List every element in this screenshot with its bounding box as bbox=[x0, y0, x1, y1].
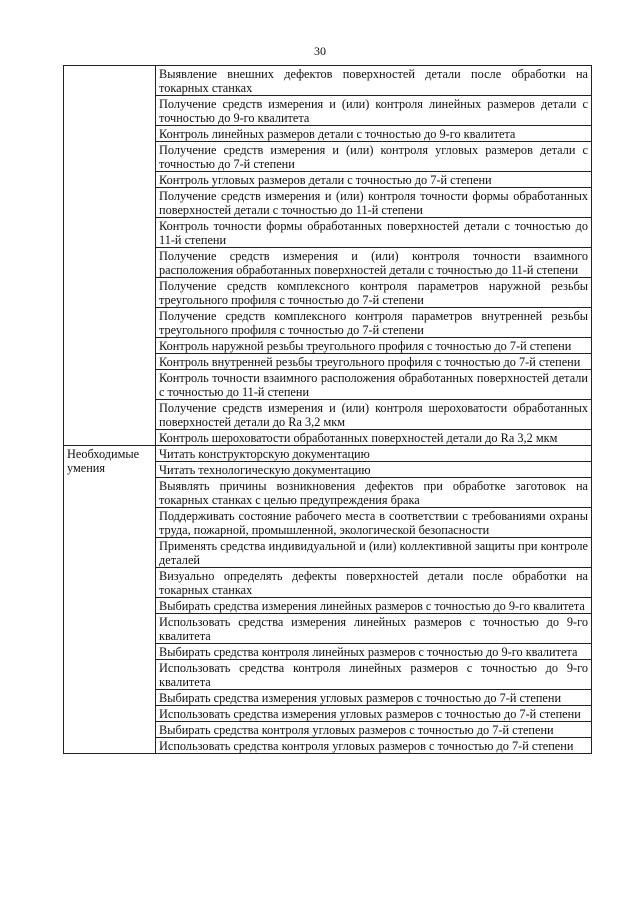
skill-row: Выбирать средства контроля линейных размеров с точностью до 9-го квалитета bbox=[156, 644, 592, 660]
skill-row: Использовать средства контроля угловых размеров с точностью до 7-й степени bbox=[156, 738, 592, 754]
knowledge-row: Получение средств измерения и (или) контроля точности взаимного расположения обработанных поверхностей детали с точностью до 11-й степени bbox=[156, 248, 592, 278]
knowledge-row: Контроль точности взаимного расположения обработанных поверхностей детали с точностью до 11-й степени bbox=[156, 370, 592, 400]
knowledge-row: Получение средств измерения и (или) контроля точности формы обработанных поверхностей детали с точностью до 11-й степени bbox=[156, 188, 592, 218]
knowledge-row: Контроль шероховатости обработанных поверхностей детали до Ra 3,2 мкм bbox=[156, 430, 592, 446]
knowledge-row: Получение средств измерения и (или) контроля угловых размеров детали с точностью до 7-й степени bbox=[156, 142, 592, 172]
skill-row: Использовать средства измерения угловых размеров с точностью до 7-й степени bbox=[156, 706, 592, 722]
continued-label-cell bbox=[64, 66, 156, 446]
skill-row: Применять средства индивидуальной и (или) коллективной защиты при контроле деталей bbox=[156, 538, 592, 568]
skill-row: Поддерживать состояние рабочего места в соответствии с требованиями охраны труда, пожарной, промышленной, экологической безопасности bbox=[156, 508, 592, 538]
knowledge-row: Получение средств измерения и (или) контроля линейных размеров детали с точностью до 9-го квалитета bbox=[156, 96, 592, 126]
knowledge-row: Получение средств комплексного контроля параметров внутренней резьбы треугольного профиля с точностью до 7-й степени bbox=[156, 308, 592, 338]
page-number: 30 bbox=[314, 44, 326, 58]
knowledge-row: Контроль точности формы обработанных поверхностей детали с точностью до 11-й степени bbox=[156, 218, 592, 248]
skill-row: Выявлять причины возникновения дефектов при обработке заготовок на токарных станках с целью предупреждения брака bbox=[156, 478, 592, 508]
knowledge-row: Выявление внешних дефектов поверхностей детали после обработки на токарных станках bbox=[156, 66, 592, 96]
knowledge-row: Получение средств измерения и (или) контроля шероховатости обработанных поверхностей детали до Ra 3,2 мкм bbox=[156, 400, 592, 430]
skill-row: Использовать средства контроля линейных размеров с точностью до 9-го квалитета bbox=[156, 660, 592, 690]
table-body bbox=[64, 66, 592, 754]
skill-row: Читать технологическую документацию bbox=[156, 462, 592, 478]
skill-row: Выбирать средства контроля угловых размеров с точностью до 7-й степени bbox=[156, 722, 592, 738]
skill-row: Использовать средства измерения линейных размеров с точностью до 9-го квалитета bbox=[156, 614, 592, 644]
knowledge-row: Контроль внутренней резьбы треугольного профиля с точностью до 7-й степени bbox=[156, 354, 592, 370]
skill-row: Выбирать средства измерения угловых размеров с точностью до 7-й степени bbox=[156, 690, 592, 706]
knowledge-row: Контроль линейных размеров детали с точностью до 9-го квалитета bbox=[156, 126, 592, 142]
knowledge-row: Получение средств комплексного контроля параметров наружной резьбы треугольного профиля с точностью до 7-й степени bbox=[156, 278, 592, 308]
knowledge-section bbox=[64, 66, 592, 96]
skill-row: Выбирать средства измерения линейных размеров с точностью до 9-го квалитета bbox=[156, 598, 592, 614]
requirements-table bbox=[63, 65, 592, 754]
skill-row: Читать конструкторскую документацию bbox=[156, 446, 592, 462]
knowledge-row: Контроль угловых размеров детали с точностью до 7-й степени bbox=[156, 172, 592, 188]
section-label-skills: Необходимые умения bbox=[64, 446, 156, 754]
skill-row: Визуально определять дефекты поверхностей детали после обработки на токарных станках bbox=[156, 568, 592, 598]
knowledge-row: Контроль наружной резьбы треугольного профиля с точностью до 7-й степени bbox=[156, 338, 592, 354]
skills-section bbox=[64, 446, 592, 462]
